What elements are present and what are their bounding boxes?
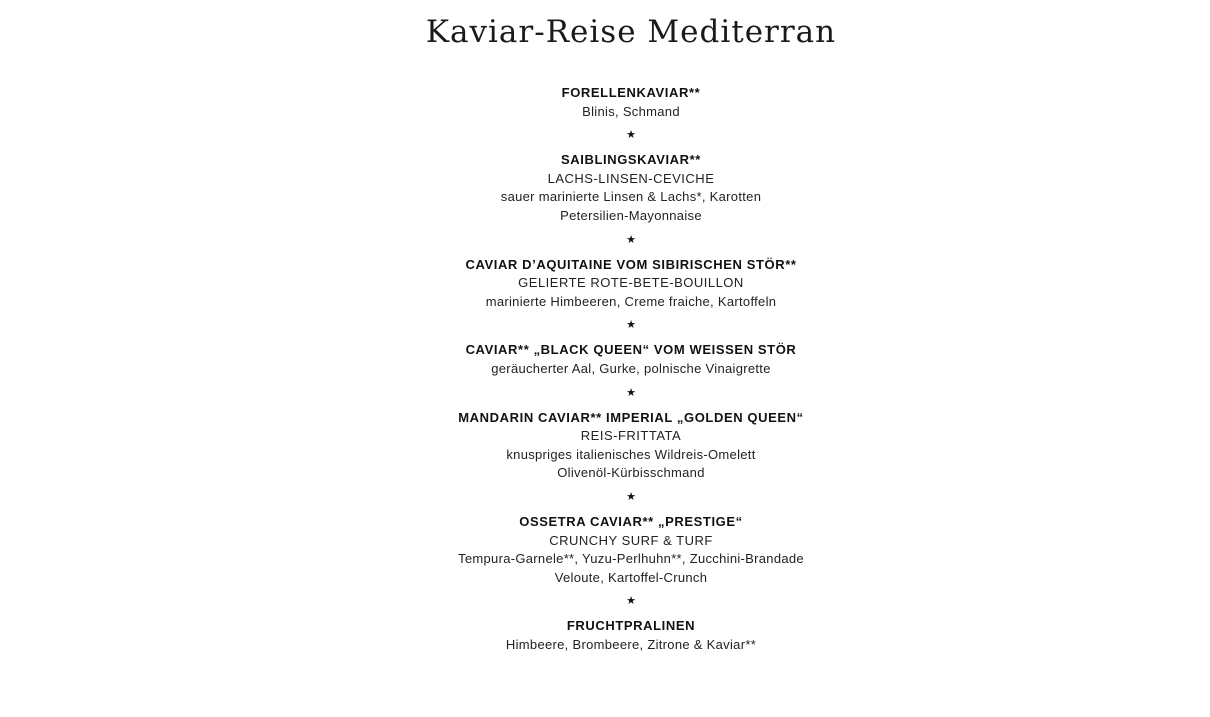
course-description: Olivenöl-Kürbisschmand [557,465,705,481]
course-caviar-aquitaine [0,256,1210,312]
course-heading: CAVIAR D’AQUITAINE VOM SIBIRISCHEN STÖR** [465,256,797,272]
star-separator-icon: ★ [626,319,636,332]
course-subtitle: CRUNCHY SURF & TURF [549,532,713,548]
course-subtitle: GELIERTE ROTE-BETE-BOUILLON [518,275,744,291]
star-separator-icon: ★ [626,129,636,142]
course-subtitle: LACHS-LINSEN-CEVICHE [547,170,715,186]
course-heading: SAIBLINGSKAVIAR** [561,152,701,168]
course-description: Veloute, Kartoffel-Crunch [554,569,708,585]
course-description: knuspriges italienisches Wildreis-Omelett [506,446,756,462]
course-golden-queen [0,409,1210,483]
star-separator-icon: ★ [626,233,636,246]
course-description: Tempura-Garnele**, Yuzu-Perlhuhn**, Zucchini-Brandade [458,551,804,567]
course-ossetra-prestige [0,513,1210,587]
course-black-queen [0,341,1210,378]
course-description: marinierte Himbeeren, Creme fraiche, Kartoffeln [485,293,777,309]
course-fruchtpralinen [0,617,1210,654]
course-heading: FRUCHTPRALINEN [566,618,696,634]
course-list [0,84,1210,654]
course-saiblingskaviar [0,151,1210,225]
course-subtitle: REIS-FRITTATA [580,428,682,444]
star-separator-icon: ★ [626,595,636,608]
course-heading: FORELLENKAVIAR** [561,85,701,100]
menu-title: Kaviar-Reise Mediterran [425,14,837,50]
course-description: sauer marinierte Linsen & Lachs*, Karotten [500,189,762,205]
course-heading: CAVIAR** „BLACK QUEEN“ VOM WEISSEN STÖR [465,342,797,358]
course-forellenkaviar [0,84,1210,121]
course-heading: MANDARIN CAVIAR** IMPERIAL „GOLDEN QUEEN“ [458,409,804,425]
course-description: Petersilien-Mayonnaise [560,207,702,223]
course-description: Blinis, Schmand [582,103,680,119]
star-separator-icon: ★ [626,386,636,399]
course-heading: OSSETRA CAVIAR** „PRESTIGE“ [519,513,743,529]
course-description: Himbeere, Brombeere, Zitrone & Kaviar** [505,636,757,652]
course-description: geräucherter Aal, Gurke, polnische Vinaigrette [491,360,771,376]
star-separator-icon: ★ [626,490,636,503]
